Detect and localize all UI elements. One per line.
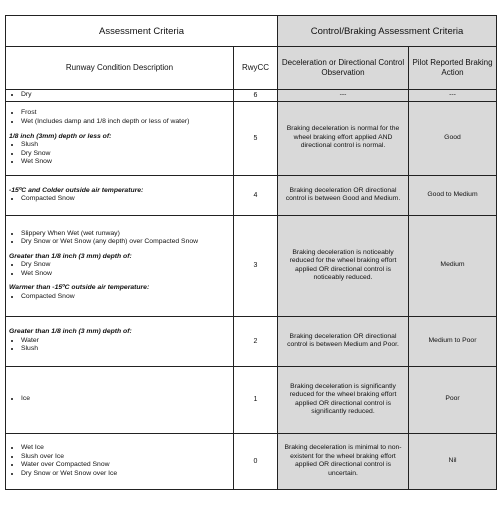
runway-condition-description-cell xyxy=(6,316,234,366)
deceleration-observation-cell: Braking deceleration OR directional control is between Medium and Poor. xyxy=(278,316,409,366)
table-row xyxy=(6,90,497,102)
rwycc-cell: 4 xyxy=(234,175,278,215)
condition-heading: 1/8 inch (3mm) depth or less of: xyxy=(9,132,112,140)
list-item: • Slush over Ice xyxy=(21,453,230,462)
pilot-braking-action-cell: Good to Medium xyxy=(409,175,497,215)
runway-condition-description-cell xyxy=(6,90,234,102)
pilot-braking-action-cell: Nil xyxy=(409,433,497,489)
list-item: • Compacted Snow xyxy=(21,293,230,302)
list-item: • Compacted Snow xyxy=(21,195,230,204)
rwycc-cell: 5 xyxy=(234,101,278,175)
table-row xyxy=(6,433,497,489)
runway-condition-description-header: Runway Condition Description xyxy=(6,47,234,90)
condition-list xyxy=(9,109,230,126)
list-item: • Dry xyxy=(21,91,230,100)
condition-list xyxy=(9,444,230,478)
table-row xyxy=(6,215,497,316)
list-item: • Dry Snow or Wet Snow (any depth) over Compacted Snow xyxy=(21,238,230,247)
table-row xyxy=(6,175,497,215)
list-item: • Wet Snow xyxy=(21,270,230,279)
runway-condition-description-cell xyxy=(6,433,234,489)
header-row-sub xyxy=(6,47,497,90)
pilot-braking-action-cell: Good xyxy=(409,101,497,175)
runway-condition-description-cell xyxy=(6,366,234,433)
runway-condition-description-cell xyxy=(6,175,234,215)
runway-condition-assessment-matrix xyxy=(5,15,497,490)
assessment-criteria-header: Assessment Criteria xyxy=(6,16,278,47)
deceleration-observation-cell: --- xyxy=(278,90,409,102)
condition-list xyxy=(9,395,230,404)
pilot-braking-action-cell: Medium to Poor xyxy=(409,316,497,366)
list-item: • Wet Snow xyxy=(21,158,230,167)
table-row xyxy=(6,316,497,366)
list-item: • Dry Snow or Wet Snow over Ice xyxy=(21,470,230,479)
condition-list xyxy=(9,195,230,204)
list-item: • Frost xyxy=(21,109,230,118)
pilot-braking-action-cell: Medium xyxy=(409,215,497,316)
condition-heading: Greater than 1/8 inch (3 mm) depth of: xyxy=(9,328,132,336)
list-item: • Water over Compacted Snow xyxy=(21,461,230,470)
table-row xyxy=(6,101,497,175)
runway-condition-description-cell xyxy=(6,215,234,316)
matrix-body xyxy=(6,16,497,490)
deceleration-observation-cell: Braking deceleration is significantly reduced for the wheel braking effort applied OR directional control is significantly reduced. xyxy=(278,366,409,433)
control-braking-criteria-header: Control/Braking Assessment Criteria xyxy=(278,16,497,47)
condition-heading: -15ºC and Colder outside air temperature: xyxy=(9,186,144,194)
list-item: • Dry Snow xyxy=(21,150,230,159)
pilot-braking-action-cell: Poor xyxy=(409,366,497,433)
rwycc-cell: 3 xyxy=(234,215,278,316)
list-item: • Slippery When Wet (wet runway) xyxy=(21,230,230,239)
deceleration-observation-cell: Braking deceleration is noticeably reduced for the wheel braking effort applied OR directional control is noticeably reduced. xyxy=(278,215,409,316)
deceleration-observation-cell: Braking deceleration is minimal to non-existent for the wheel braking effort applied OR directional control is uncertain. xyxy=(278,433,409,489)
header-row-main xyxy=(6,16,497,47)
condition-heading: Warmer than -15ºC outside air temperature: xyxy=(9,284,150,292)
condition-heading: Greater than 1/8 inch (3 mm) depth of: xyxy=(9,252,132,260)
deceleration-observation-header: Deceleration or Directional Control Observation xyxy=(278,47,409,90)
rwycc-cell: 0 xyxy=(234,433,278,489)
table-row xyxy=(6,366,497,433)
condition-list xyxy=(9,293,230,302)
condition-list xyxy=(9,337,230,354)
rwycc-cell: 1 xyxy=(234,366,278,433)
list-item: • Wet (Includes damp and 1/8 inch depth or less of water) xyxy=(21,118,230,127)
list-item: • Dry Snow xyxy=(21,261,230,270)
condition-list xyxy=(9,261,230,278)
list-item: • Wet Ice xyxy=(21,444,230,453)
condition-list xyxy=(9,91,230,100)
rwycc-cell: 2 xyxy=(234,316,278,366)
list-item: • Ice xyxy=(21,395,230,404)
list-item: • Slush xyxy=(21,345,230,354)
pilot-braking-action-header: Pilot Reported Braking Action xyxy=(409,47,497,90)
condition-list xyxy=(9,230,230,247)
rwycc-cell: 6 xyxy=(234,90,278,102)
pilot-braking-action-cell: --- xyxy=(409,90,497,102)
deceleration-observation-cell: Braking deceleration is normal for the wheel braking effort applied AND directional control is normal. xyxy=(278,101,409,175)
condition-list xyxy=(9,141,230,167)
rwycc-header: RwyCC xyxy=(234,47,278,90)
list-item: • Water xyxy=(21,337,230,346)
deceleration-observation-cell: Braking deceleration OR directional control is between Good and Medium. xyxy=(278,175,409,215)
list-item: • Slush xyxy=(21,141,230,150)
runway-condition-description-cell xyxy=(6,101,234,175)
